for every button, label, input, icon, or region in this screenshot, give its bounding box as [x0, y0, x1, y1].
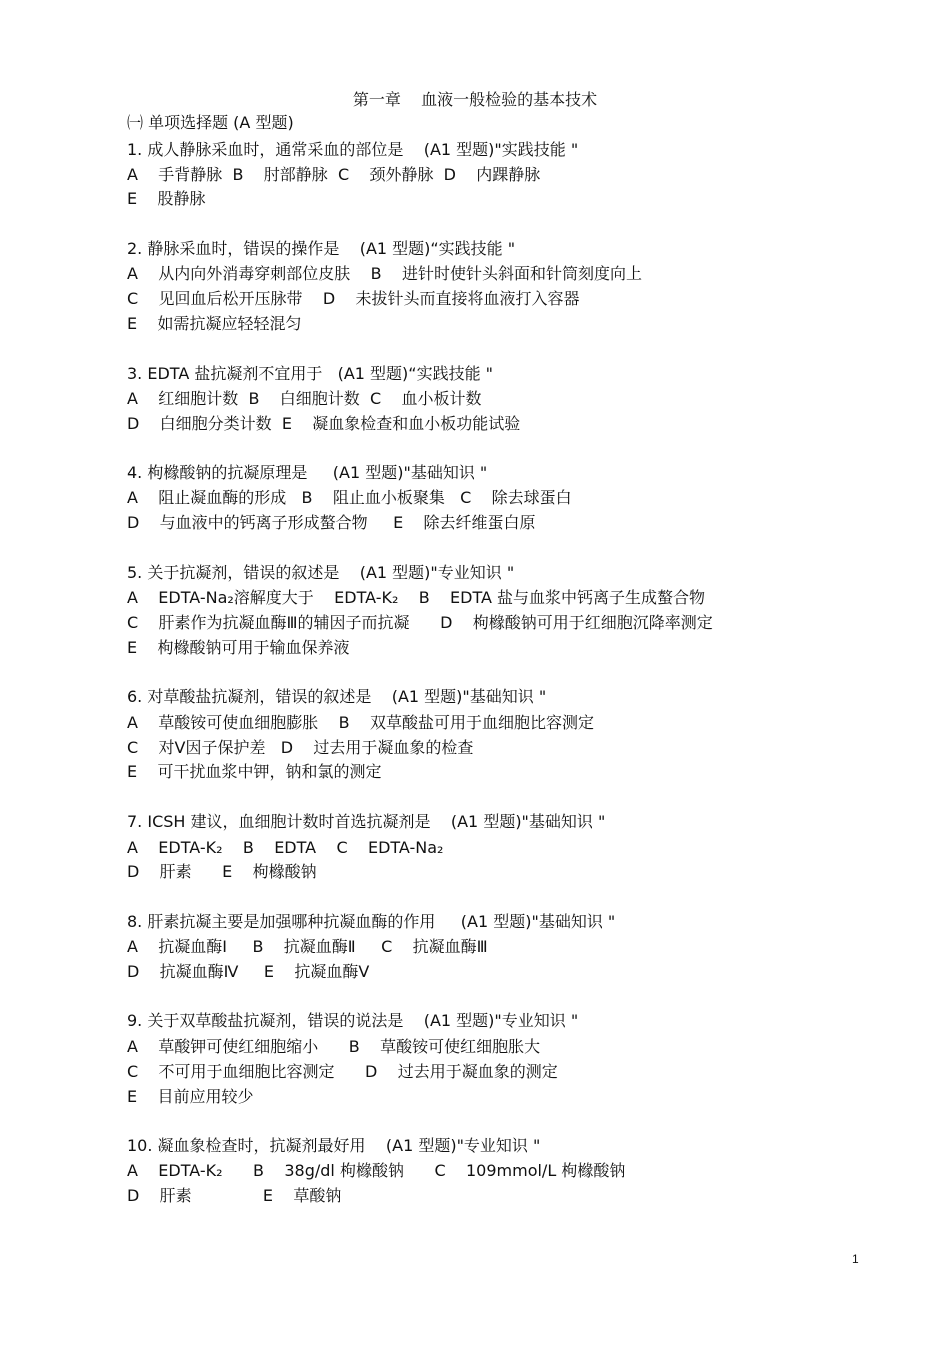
question-stem: 10. 凝血象检查时，抗凝剂最好用 (A1 型题)"专业知识 " — [127, 1136, 541, 1155]
section-heading: ㈠ 单项选择题 (A 型题) — [127, 113, 294, 132]
question-option: E 股静脉 — [127, 189, 206, 208]
question-stem: 9. 关于双草酸盐抗凝剂，错误的说法是 (A1 型题)"专业知识 " — [127, 1011, 579, 1030]
question-option: C 肝素作为抗凝血酶Ⅲ的辅因子而抗凝 D 枸橼酸钠可用于红细胞沉降率测定 — [127, 613, 713, 632]
question-option: D 肝素 E 草酸钠 — [127, 1186, 342, 1205]
question-option: C 不可用于血细胞比容测定 D 过去用于凝血象的测定 — [127, 1062, 558, 1081]
question-option: E 可干扰血浆中钾，钠和氯的测定 — [127, 762, 382, 781]
question-stem: 3. EDTA 盐抗凝剂不宜用于 (A1 型题)“实践技能 " — [127, 364, 494, 383]
question-option: A 从内向外消毒穿刺部位皮肤 B 进针时使针头斜面和针筒刻度向上 — [127, 264, 642, 283]
question-option: D 肝素 E 枸橼酸钠 — [127, 862, 317, 881]
question-stem: 6. 对草酸盐抗凝剂，错误的叙述是 (A1 型题)"基础知识 " — [127, 687, 547, 706]
question-stem: 5. 关于抗凝剂，错误的叙述是 (A1 型题)"专业知识 " — [127, 563, 515, 582]
question-option: C 对Ⅴ因子保护差 D 过去用于凝血象的检查 — [127, 738, 474, 757]
question-option: A 阻止凝血酶的形成 B 阻止血小板聚集 C 除去球蛋白 — [127, 488, 572, 507]
question-option: A EDTA-K₂ B EDTA C EDTA-Na₂ — [127, 838, 444, 857]
question-option: A 草酸铵可使血细胞膨胀 B 双草酸盐可用于血细胞比容测定 — [127, 713, 594, 732]
question-option: A 红细胞计数 B 白细胞计数 C 血小板计数 — [127, 389, 482, 408]
question-option: A EDTA-Na₂溶解度大于 EDTA-K₂ B EDTA 盐与血浆中钙离子生成螯合物 — [127, 588, 706, 607]
question-stem: 4. 枸橼酸钠的抗凝原理是 (A1 型题)"基础知识 " — [127, 463, 488, 482]
question-option: A 草酸钾可使红细胞缩小 B 草酸铵可使红细胞胀大 — [127, 1037, 541, 1056]
chapter-title: 第一章 血液一般检验的基本技术 — [352, 90, 598, 109]
question-option: D 与血液中的钙离子形成螯合物 E 除去纤维蛋白原 — [127, 513, 536, 532]
question-option: E 目前应用较少 — [127, 1087, 254, 1106]
question-option: E 如需抗凝应轻轻混匀 — [127, 314, 302, 333]
question-stem: 8. 肝素抗凝主要是加强哪种抗凝血酶的作用 (A1 型题)"基础知识 " — [127, 912, 616, 931]
question-option: A 抗凝血酶Ⅰ B 抗凝血酶Ⅱ C 抗凝血酶Ⅲ — [127, 937, 488, 956]
question-option: D 抗凝血酶Ⅳ E 抗凝血酶Ⅴ — [127, 962, 370, 981]
question-stem: 2. 静脉采血时，错误的操作是 (A1 型题)“实践技能 " — [127, 239, 516, 258]
question-option: D 白细胞分类计数 E 凝血象检查和血小板功能试验 — [127, 414, 521, 433]
question-option: C 见回血后松开压脉带 D 未拔针头而直接将血液打入容器 — [127, 289, 580, 308]
question-option: E 枸橼酸钠可用于输血保养液 — [127, 638, 350, 657]
question-option: A EDTA-K₂ B 38g/dl 枸橼酸钠 C 109mmol/L 枸橼酸钠 — [127, 1161, 626, 1180]
question-option: A 手背静脉 B 肘部静脉 C 颈外静脉 D 内踝静脉 — [127, 165, 541, 184]
question-stem: 1. 成人静脉采血时，通常采血的部位是 (A1 型题)"实践技能 " — [127, 140, 579, 159]
page-number: 1 — [852, 1252, 859, 1266]
question-stem: 7. ICSH 建议，血细胞计数时首选抗凝剂是 (A1 型题)"基础知识 " — [127, 812, 606, 831]
